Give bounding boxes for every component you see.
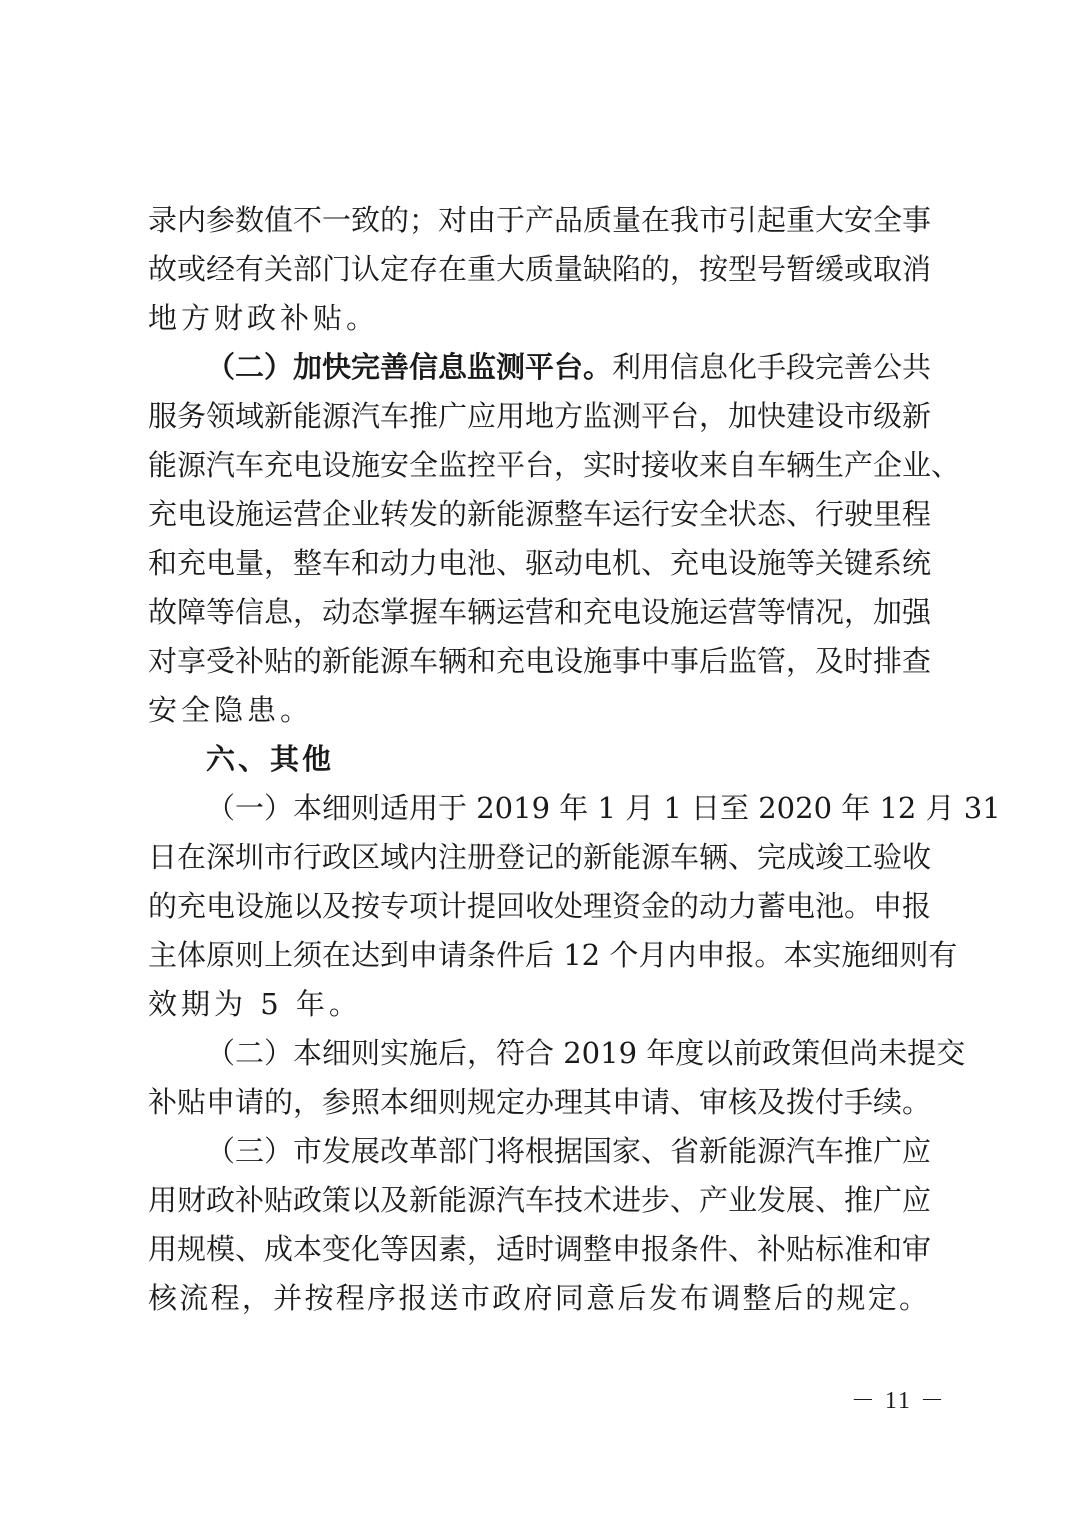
- text-line-content: 地方财政补贴。: [148, 301, 380, 335]
- paragraph-bold-lead: （二）加快完善信息监测平台。: [206, 350, 613, 384]
- page-number: － 11 －: [850, 1388, 946, 1414]
- text-line: [148, 196, 932, 245]
- text-line-content: 故障等信息，动态掌握车辆运营和充电设施运营等情况，加强: [148, 595, 932, 629]
- text-line: [148, 490, 932, 539]
- text-line: [148, 343, 932, 392]
- text-line: [148, 980, 928, 1029]
- section-heading: 六、其他: [206, 742, 335, 776]
- text-line: [148, 245, 932, 294]
- text-line-content: 充电设施运营企业转发的新能源整车运行安全状态、行驶里程: [148, 497, 932, 531]
- text-line-content: 核流程，并按程序报送市政府同意后发布调整后的规定。: [148, 1281, 928, 1315]
- text-line: [148, 1127, 932, 1176]
- text-line-content: 用财政补贴政策以及新能源汽车技术进步、产业发展、推广应: [148, 1183, 932, 1217]
- text-line: [148, 588, 932, 637]
- text-line: [148, 294, 928, 343]
- body-text: [148, 196, 1001, 1323]
- text-line-content: （一）本细则适用于 2019 年 1 月 1 日至 2020 年 12 月 31: [206, 791, 1001, 825]
- text-line-content: 的充电设施以及按专项计提回收处理资金的动力蓄电池。申报: [148, 889, 932, 923]
- text-line-content: 用规模、成本变化等因素，适时调整申报条件、补贴标准和审: [148, 1232, 932, 1266]
- text-line: [148, 1078, 932, 1127]
- text-line-content: 主体原则上须在达到申请条件后 12 个月内申报。本实施细则有: [148, 938, 958, 972]
- text-line-content: 能源汽车充电设施安全监控平台，实时接收来自车辆生产企业、: [148, 448, 961, 482]
- text-line: [148, 637, 932, 686]
- text-line: [148, 784, 1001, 833]
- text-line-content: 服务领域新能源汽车推广应用地方监测平台，加快建设市级新: [148, 399, 932, 433]
- text-line: [148, 392, 932, 441]
- text-line: [148, 1225, 932, 1274]
- text-line-content: 和充电量，整车和动力电池、驱动电机、充电设施等关键系统: [148, 546, 932, 580]
- text-line: [148, 686, 928, 735]
- text-line: [148, 833, 932, 882]
- text-line-content: 录内参数值不一致的；对由于产品质量在我市引起重大安全事: [148, 203, 932, 237]
- text-line-content: （二）本细则实施后，符合 2019 年度以前政策但尚未提交: [206, 1036, 966, 1070]
- text-line: [148, 539, 932, 588]
- text-line-content: 故或经有关部门认定存在重大质量缺陷的，按型号暂缓或取消: [148, 252, 932, 286]
- text-line-content: 对享受补贴的新能源车辆和充电设施事中事后监管，及时排查: [148, 644, 932, 678]
- text-line-content: 日在深圳市行政区域内注册登记的新能源车辆、完成竣工验收: [148, 840, 932, 874]
- text-line-content: （三）市发展改革部门将根据国家、省新能源汽车推广应: [206, 1134, 932, 1168]
- text-line-content: 安全隐患。: [148, 693, 314, 727]
- text-line: [148, 441, 961, 490]
- text-line: [148, 1029, 966, 1078]
- text-line-content: 效期为 5 年。: [148, 987, 362, 1021]
- paragraph-lead-rest: 利用信息化手段完善公共: [612, 350, 932, 384]
- text-line-content: 补贴申请的，参照本细则规定办理其申请、审核及拨付手续。: [148, 1085, 932, 1119]
- text-line: [148, 1176, 932, 1225]
- text-line: [148, 1274, 928, 1323]
- text-line: [148, 882, 932, 931]
- text-line: [148, 931, 958, 980]
- text-line-content: [148, 343, 932, 392]
